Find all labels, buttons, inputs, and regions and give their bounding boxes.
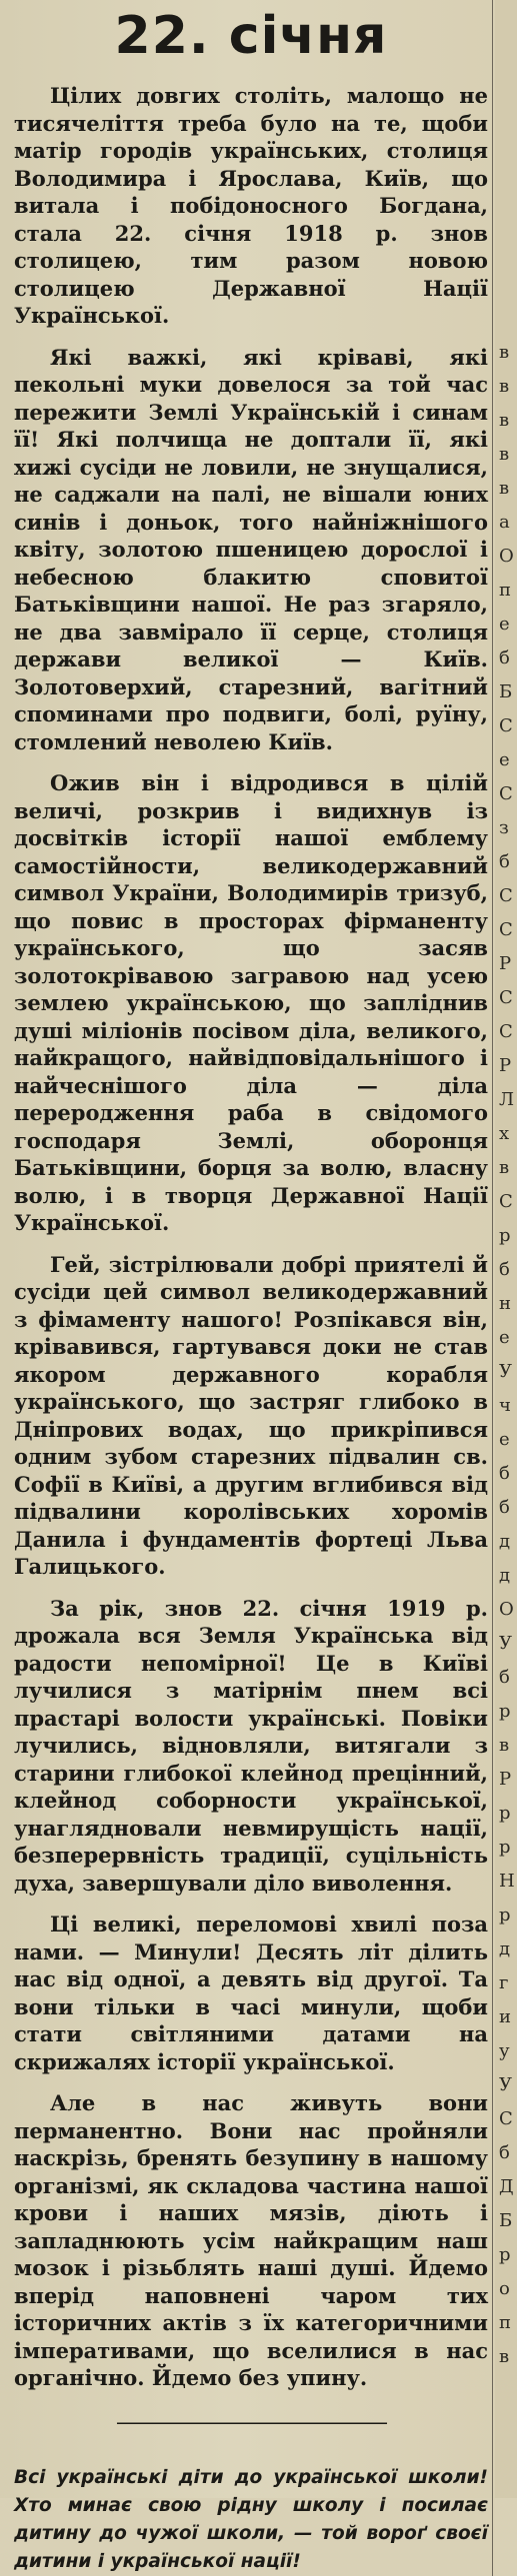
edge-glyph: з [499, 817, 509, 838]
edge-glyph: г [499, 1972, 509, 1993]
edge-glyph: п [499, 580, 511, 601]
edge-glyph: У [499, 1633, 513, 1654]
edge-glyph: и [499, 2006, 511, 2027]
edge-glyph: С [499, 715, 513, 736]
edge-glyph: О [499, 1599, 514, 1620]
edge-glyph: е [499, 1327, 510, 1348]
edge-glyph: д [499, 1938, 511, 1959]
edge-glyph: С [499, 783, 513, 804]
edge-glyph: У [499, 2074, 513, 2095]
edge-glyph: д [499, 1565, 511, 1586]
edge-glyph: в [499, 478, 510, 499]
edge-glyph: у [499, 2040, 510, 2061]
edge-glyph: б [499, 647, 510, 668]
edge-glyph: р [499, 1905, 511, 1926]
edge-glyph: в [499, 2346, 510, 2367]
edge-glyph: С [499, 1191, 513, 1212]
edge-glyph: б [499, 851, 510, 872]
edge-glyph: С [499, 987, 513, 1008]
paragraph-5: За рік, знов 22. січня 1919 р. дрожала вся Земля Українська від радости непомірної! Це в Київі лучилися з матірнім пнем всі прастарі волости українські. Повіки лучились, відновляли, витягали з старини глибокої клейнод прецінний, клейнод соборности української, унаглядновали невмирущість нації, безперервність традиції, суцільність духа, завершували діло виволення. [14, 1595, 488, 1896]
edge-glyph: р [499, 1837, 511, 1858]
edge-glyph: б [499, 1463, 510, 1484]
edge-glyph: Р [499, 1055, 512, 1076]
edge-glyph: Р [499, 953, 512, 974]
paragraph-7: Але в нас живуть вони перманентно. Вони нас пройняли наскрізь, бренять безупину в нашому організмі, як складова частина нашої крови і наших мязів, діють і запладнюють усім найкращим наш мозок і різьблять наші душі. Йдемо вперід наповнені чаром тих історичних актів з їх категоричними імперативами, що вселилися в нас органічно. Йдемо без упину. [14, 2090, 488, 2390]
article-column [10, 0, 493, 2576]
edge-glyph: о [499, 2278, 510, 2299]
edge-glyph: в [499, 444, 510, 465]
edge-glyph: х [499, 1123, 510, 1144]
edge-glyph: Л [499, 1089, 515, 1110]
edge-glyph: Б [499, 681, 513, 702]
edge-glyph: д [499, 1531, 511, 1552]
edge-glyph: ч [499, 1395, 511, 1416]
article-title: 22. січня [114, 6, 388, 66]
edge-glyph: С [499, 1021, 513, 1042]
edge-glyph: р [499, 1701, 511, 1722]
edge-glyph: в [499, 376, 510, 397]
edge-glyph: р [499, 1225, 511, 1246]
edge-glyph: р [499, 2244, 511, 2265]
edge-glyph: б [499, 1667, 510, 1688]
edge-glyph: Р [499, 1769, 512, 1790]
edge-glyph: в [499, 1735, 510, 1756]
edge-glyph: в [499, 342, 510, 363]
edge-glyph: У [499, 1361, 513, 1382]
edge-glyph: б [499, 2142, 510, 2163]
edge-glyph: н [499, 1293, 511, 1314]
edge-glyph: е [499, 614, 510, 635]
edge-glyph: Б [499, 2210, 513, 2231]
edge-glyph: С [499, 2108, 513, 2129]
edge-glyph: Н [499, 1871, 515, 1892]
edge-glyph: б [499, 1497, 510, 1518]
paragraph-6: Ці великі, переломові хвилі поза нами. — Минули! Десять літ ділить нас від одної, а девять від другої. Та вони тільки в часі минули, щоби стати світляними датами на скрижалях історії української. [14, 1912, 488, 2074]
edge-glyph: е [499, 749, 510, 770]
footer-note: Всі українські діти до української школи! Хто минає свою рідну школу і посилає дитину до чужої школи, — той вороґ своєї дитини і української нації! [14, 2466, 488, 2572]
paragraph-4: Гей, зістрілювали добрі приятелі й сусіди цей символ великодержавний з фімаменту нашого! Розпікався він, крівавився, гартувався доки не став якором державного корабля українського, що застряг глибоко в Дніпрових водах, що прикріпився одним зубом старезних підвалин св. Софії в Київі, а другим вглибився від підвалини королівських хоромів Данила і фундаментів фортеці Льва Галицького. [14, 1251, 488, 1579]
edge-glyph: Д [499, 2176, 514, 2197]
edge-glyph: О [499, 546, 514, 567]
edge-glyph: е [499, 1429, 510, 1450]
paragraph-3: Ожив він і відродився в цілій величі, розкрив і видихнув із досвітків історії нашої емблему самостійности, великодержавний символ України, Володимирів тризуб, що повис в просторах фірманенту українського, що засяв золотокрівавою загравою над усею землею українською, що запліднив душі міліонів посівом діла, великого, найкращого, найвідповідальнішого і найчеснішого діла — діла переродження раба в свідомого господаря Землі, оборонця Батьківщини, борця за волю, власну волю, і в творця Державної Нації Української. [14, 770, 488, 1235]
adjacent-column-edge [495, 0, 517, 2498]
edge-glyph: С [499, 919, 513, 940]
section-divider: ——————————————— [116, 2409, 386, 2434]
paragraph-2: Які важкі, які кріваві, які пекольні муки довелося за той час пережити Землі Українській і синам її! Які полчища не доптали її, які хижі сусіди не ловили, не знущалися, не саджали на палі, не вішали юних синів і доньок, того найніжнішого квіту, золотою пшеницею дорослої і небесною блакитю сповитої Батьківщини нашої. Не раз згаряло, не два завмірало її серце, столиця держави великої — Київ. Золотоверхий, старезний, вагітний споминами про подвиги, болі, руїну, стомлений неволею Київ. [14, 344, 488, 754]
edge-glyph: р [499, 1803, 511, 1824]
edge-glyph: а [499, 512, 510, 533]
edge-glyph: в [499, 1157, 510, 1178]
edge-glyph: С [499, 885, 513, 906]
edge-glyph: п [499, 2312, 511, 2333]
paragraph-1: Цілих довгих століть, малощо не тисячеліття треба було на те, щоби матір городів українських, столиця Володимира і Ярослава, Київ, що витала і побідоносного Богдана, стала 22. січня 1918 р. знов столицею, тим разом новою столицею Державної Нації Української. [14, 83, 488, 328]
edge-glyph: б [499, 1259, 510, 1280]
edge-glyph: в [499, 410, 510, 431]
